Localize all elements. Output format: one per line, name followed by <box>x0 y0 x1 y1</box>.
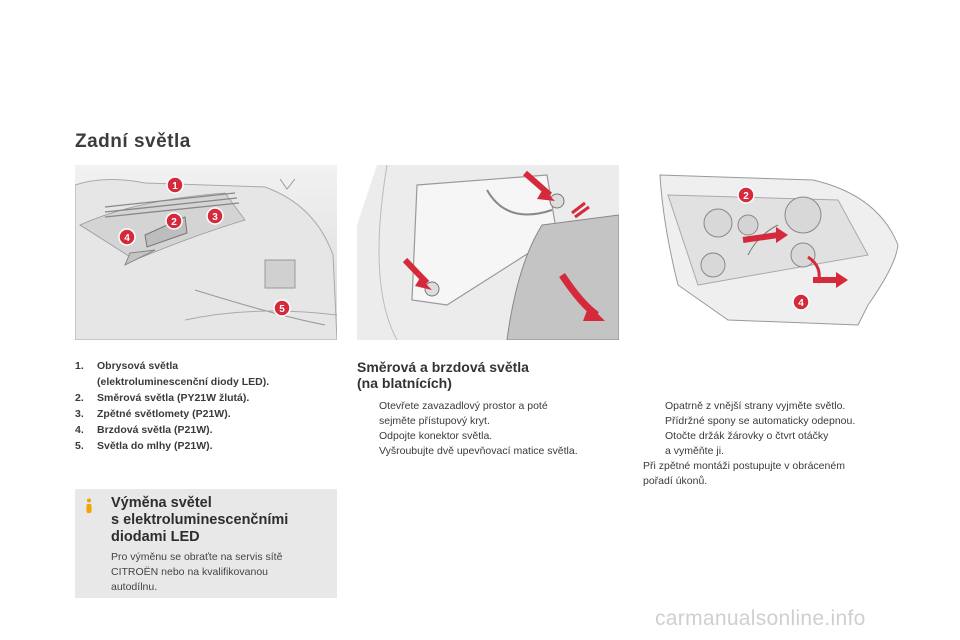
callout-2: 2 <box>171 217 177 228</box>
list-item: 4. Brzdová světla (P21W). <box>75 424 213 436</box>
page-title: Zadní světla <box>75 131 191 152</box>
info-icon <box>83 498 95 514</box>
reassembly-note: Při zpětné montáži postupujte v obráceném pořadí úkonů. <box>643 460 845 487</box>
led-info-box <box>75 489 337 598</box>
list-item: Vyšroubujte dvě upevňovací matice světla. <box>379 445 578 457</box>
steps-list-right <box>643 399 903 459</box>
callout-4: 4 <box>798 298 804 309</box>
list-item: 2. Směrová světla (PY21W žlutá). <box>75 392 250 404</box>
callout-4: 4 <box>124 233 130 244</box>
callout-1: 1 <box>172 181 178 192</box>
list-item: sejměte přístupový kryt. <box>379 415 490 427</box>
lights-list <box>75 358 337 454</box>
list-item: Opatrně z vnější strany vyjměte světlo. <box>665 400 846 412</box>
watermark: carmanualsonline.info <box>655 607 866 630</box>
list-item: a vyměňte ji. <box>665 445 724 457</box>
steps-list-left <box>357 399 622 459</box>
info-box-title: Výměna světel s elektroluminescenčními diodami LED <box>111 495 289 545</box>
list-item: Přídržné spony se automaticky odepnou. <box>665 415 856 427</box>
list-item: (elektroluminescenční diody LED). <box>97 376 270 388</box>
list-item: Otočte držák žárovky o čtvrt otáčky <box>665 430 829 442</box>
access-cover-figure <box>357 165 619 340</box>
list-item: Odpojte konektor světla. <box>379 430 493 442</box>
list-item: 3. Zpětné světlomety (P21W). <box>75 408 231 420</box>
section-title: Směrová a brzdová světla (na blatnících) <box>357 359 529 391</box>
lamp-bulb-holder-figure <box>638 165 900 340</box>
list-item: 1. Obrysová světla <box>75 360 179 372</box>
list-item: 5. Světla do mlhy (P21W). <box>75 440 213 452</box>
info-box-text: Pro výměnu se obraťte na servis sítě CITROËN nebo na kvalifikovanou autodílnu. <box>111 551 283 593</box>
callout-2: 2 <box>743 191 749 202</box>
rear-lights-overview-figure <box>75 165 337 340</box>
list-item: Otevřete zavazadlový prostor a poté <box>379 400 548 412</box>
callout-5: 5 <box>279 304 285 315</box>
callout-3: 3 <box>212 212 218 223</box>
